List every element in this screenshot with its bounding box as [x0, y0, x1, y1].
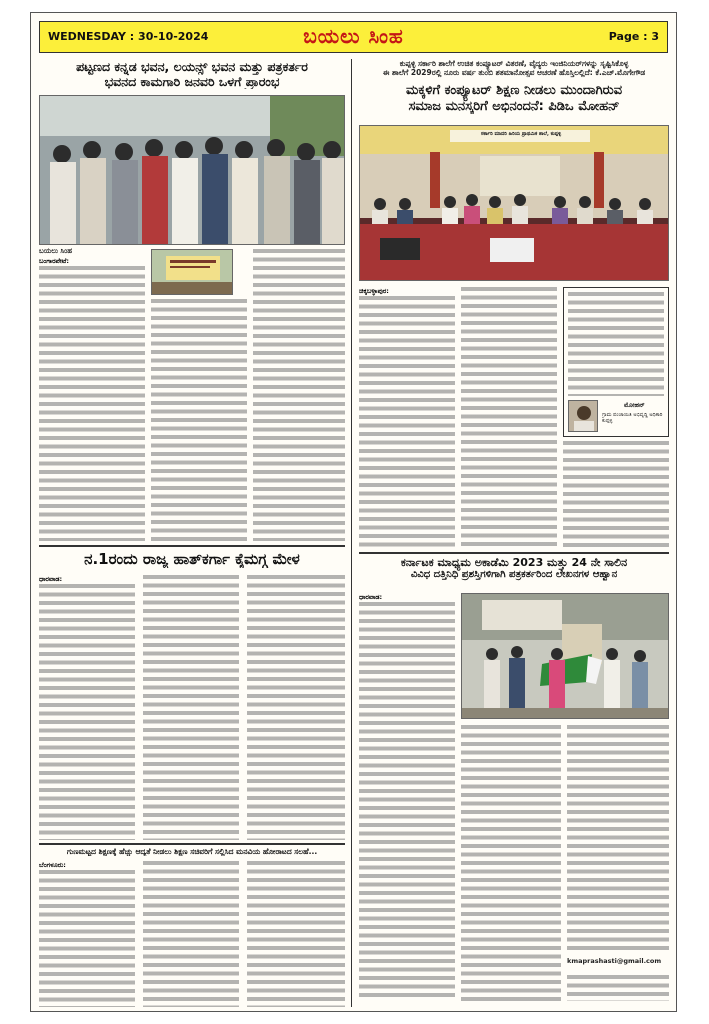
- divider: [359, 552, 669, 554]
- sidebox-text: [568, 292, 664, 396]
- classroom-event-image: [360, 126, 669, 281]
- story2-headline-line1: ಮಕ್ಕಳಿಗೆ ಕಂಪ್ಯೂಟರ್ ಶಿಕ್ಷಣ ನೀಡಲು ಮುಂದಾಗಿರುವ: [405, 83, 623, 98]
- story3-body-col1: ಧಾರವಾಡ:: [39, 575, 135, 840]
- page-number: Page : 3: [608, 30, 659, 43]
- story5-body-col2: [143, 861, 239, 1007]
- sidebox-label: ಮೋಹನ್: [624, 401, 645, 409]
- story5-body-col1: ಬೆಂಗಳೂರು:: [39, 861, 135, 1007]
- story5-body-col3: [247, 861, 345, 1007]
- newspaper-title: ಬಯಲು ಸಿಂಹ: [303, 24, 404, 48]
- story4-body-col2: [461, 725, 561, 1001]
- story1-body-col2: [151, 299, 247, 541]
- story4-photo: [461, 593, 669, 719]
- story4-headline: [359, 556, 669, 581]
- story2-body-col1: ಚಿಕ್ಕಬಳ್ಳಾಪುರ:: [359, 287, 455, 549]
- story1-body-col3: [253, 249, 345, 541]
- story4-headline-line1: ಕರ್ನಾಟಕ ಮಾಧ್ಯಮ ಅಕಾಡೆಮಿ 2023 ಮತ್ತು 24 ನೇ ಸಾಲಿನ: [400, 556, 628, 569]
- story1-headline: [39, 59, 345, 89]
- story2-kicker-line2: ಈ ಶಾಲೆಗೆ 2029ರಲ್ಲಿ ನೂರು ವರ್ಷ ತುಂಬಿ ಶತಮಾನೋತ್ಸವ ಆಚರಣೆ ಹೊಸ್ತಿಲಲ್ಲಿದೆ: ಕೆ.ಎಚ್.ಮೊಗೇಗೌಡ: [382, 68, 646, 78]
- story1-lead-tag: ಬಯಲು ಸಿಂಹ: [39, 247, 73, 255]
- story2-body-col2: [461, 287, 557, 549]
- story2-banner-text: ಸರ್ಕಾರಿ ಮಾದರಿ ಹಿರಿಯ ಪ್ರಾಥಮಿಕ ಶಾಲೆ, ಕುಪ್ಪಳ್ಳಿ: [480, 131, 562, 137]
- divider: [39, 843, 345, 845]
- story4-email: kmaprashasti@gmail.com: [567, 957, 662, 965]
- newspaper-page: [30, 12, 677, 1012]
- issue-date: WEDNESDAY : 30-10-2024: [48, 30, 209, 43]
- sidebox: [563, 287, 669, 437]
- story2-headline: [359, 83, 669, 114]
- flag-rally-image: [462, 594, 669, 719]
- story1-headline-line1: ಪಟ್ಟಣದ ಕನ್ನಡ ಭವನ, ಲಯನ್ಸ್ ಭವನ ಮತ್ತು ಪತ್ರಕರ್ತರ: [76, 59, 308, 74]
- sidebox-sub: ಗ್ರಾಮ ಪಂಚಾಯಿತಿ ಅಭಿವೃದ್ಧಿ ಅಧಿಕಾರಿ ಕುಪ್ಪಳ್ಳಿ: [602, 412, 663, 424]
- story3-body-col2: [143, 575, 239, 840]
- story1-small-photo: [151, 249, 233, 295]
- divider: [39, 545, 345, 547]
- story1-body-col1: ಬಂಗಾರಪೇಟೆ:: [39, 257, 145, 541]
- story4-headline-line2: ವಿವಿಧ ದತ್ತಿನಿಧಿ ಪ್ರಶಸ್ತಿಗಳಿಗಾಗಿ ಪತ್ರಕರ್ತರಿಂದ ಲೇಖನಗಳ ಆಹ್ವಾನ: [410, 569, 618, 581]
- story5-headline: ಗುಣಮಟ್ಟದ ಶಿಕ್ಷಣಕ್ಕೆ ಹೆಚ್ಚು ಆದ್ಯತೆ ನೀಡಲು ಶಿಕ್ಷಣ ಸಚಿವರಿಗೆ ಸಲ್ಲಿಸಿದ ಮನವಿಯ ಹೋರಾಟದ ಸಲಹೆ...: [66, 847, 318, 856]
- story2-headline-line2: ಸಮಾಜ ಮನಸ್ಕರಿಗೆ ಅಭಿನಂದನೆ: ಪಿಡಿಒ ಮೋಹನ್: [408, 98, 620, 114]
- story3-body-col3: [247, 575, 345, 840]
- story4-body-col3-tail: [567, 975, 669, 1001]
- column-divider: [351, 59, 352, 1007]
- story2-kicker: [359, 59, 669, 78]
- story2-photo: [359, 125, 669, 281]
- story2-body-col3: [563, 441, 669, 549]
- story4-body-col3: [567, 725, 669, 953]
- story4-body-col1: ಧಾರವಾಡ:: [359, 593, 455, 1001]
- story1-headline-line2: ಭವನದ ಕಾಮಗಾರಿ ಜನವರಿ ಒಳಗೆ ಪ್ರಾರಂಭ: [104, 74, 280, 89]
- group-photo-image: [40, 96, 345, 245]
- story1-photo: [39, 95, 345, 245]
- story2-kicker-line1: ಕುಪ್ಪಳ್ಳಿ ಸರ್ಕಾರಿ ಶಾಲೆಗೆ ಉಚಿತ ಕಂಪ್ಯೂಟರ್ ವಿತರಣೆ, ವೈದ್ಯರು ಇಂಜಿನಿಯರ್‌ಗಳನ್ನು ಸೃಷ್ಟಿಸಿಕೊಳ್ಳ: [399, 59, 629, 68]
- masthead: [39, 21, 668, 53]
- sidebox-portrait: [568, 400, 598, 432]
- story3-headline: ನ.1ರಂದು ರಾಜ್ಯ ಹಾತ್‌ಕರ್ಗಾ ಕೈಮಗ್ಗ ಮೇಳ: [84, 550, 300, 568]
